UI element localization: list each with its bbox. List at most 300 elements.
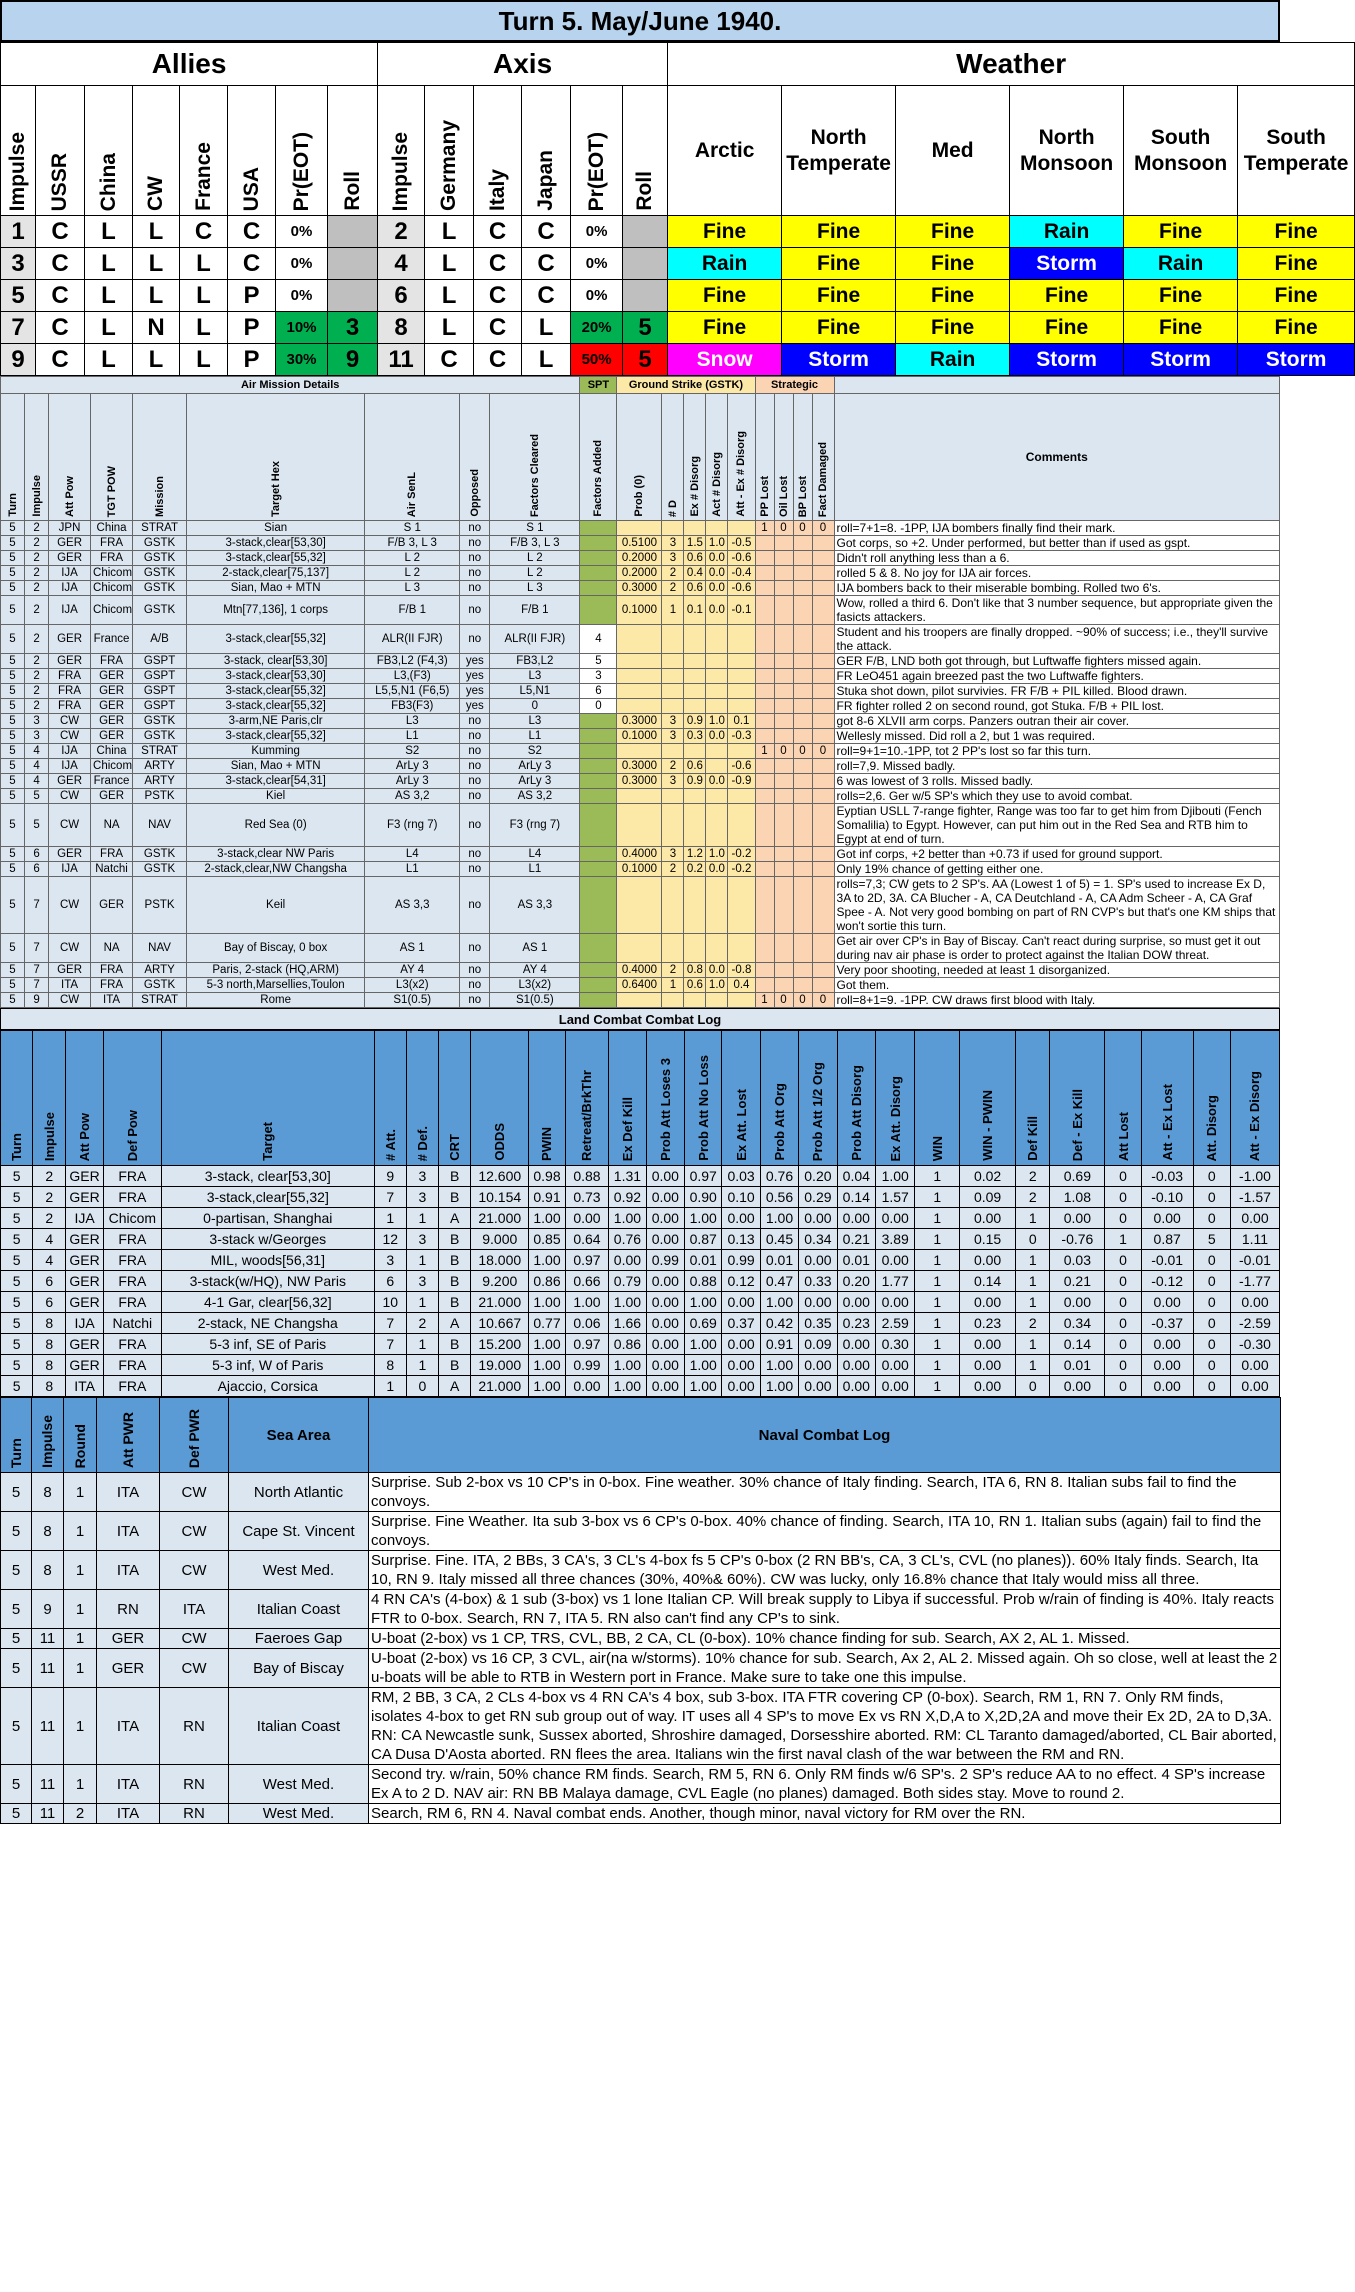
air-cell: 6 bbox=[25, 847, 49, 862]
air-cell bbox=[662, 625, 684, 654]
air-cell bbox=[684, 669, 706, 684]
air-cell: AS 1 bbox=[490, 934, 580, 963]
air-cell: 5 bbox=[1, 847, 25, 862]
air-cell bbox=[812, 759, 834, 774]
land-cell: 18.000 bbox=[471, 1250, 529, 1271]
air-cell bbox=[580, 934, 617, 963]
weather-zone-header: Med bbox=[896, 86, 1010, 216]
land-col-header bbox=[565, 1031, 609, 1166]
air-cell: yes bbox=[460, 684, 490, 699]
allies-status: L bbox=[85, 312, 133, 344]
air-cell: Chicom bbox=[91, 759, 133, 774]
air-col-header-text: Att Pow bbox=[63, 476, 76, 517]
air-mission-row bbox=[1, 684, 1280, 699]
air-cell: GER bbox=[49, 847, 91, 862]
land-cell: 15.200 bbox=[471, 1334, 529, 1355]
allies-roll bbox=[328, 248, 378, 280]
air-cell: 1 bbox=[755, 521, 774, 536]
air-cell: Natchi bbox=[91, 862, 133, 877]
air-cell: 3-stack,clear[55,32] bbox=[187, 625, 365, 654]
axis-status: L bbox=[522, 344, 571, 376]
allies-status: C bbox=[180, 216, 228, 248]
air-cell: 3 bbox=[662, 729, 684, 744]
land-cell: 0.00 bbox=[646, 1229, 684, 1250]
land-cell: 21.000 bbox=[471, 1208, 529, 1229]
air-cell bbox=[812, 862, 834, 877]
land-cell: 1.00 bbox=[609, 1376, 646, 1397]
weather-cell: Fine bbox=[1238, 280, 1355, 312]
air-cell bbox=[580, 978, 617, 993]
land-cell: 0.00 bbox=[646, 1166, 684, 1187]
air-mission-row bbox=[1, 934, 1280, 963]
air-cell: 0.0 bbox=[706, 963, 728, 978]
land-cell: 1 bbox=[915, 1166, 960, 1187]
air-cell bbox=[617, 804, 662, 847]
allies-eot-prob: 30% bbox=[276, 344, 328, 376]
air-cell: ITA bbox=[91, 993, 133, 1008]
air-cell: 3 bbox=[662, 551, 684, 566]
land-cell: 4-1 Gar, clear[56,32] bbox=[161, 1292, 374, 1313]
land-col-header-text: Def Pow bbox=[124, 1109, 140, 1161]
land-combat-row bbox=[1, 1166, 1280, 1187]
allies-impulse: 5 bbox=[1, 280, 36, 312]
naval-cell: U-boat (2-box) vs 1 CP, TRS, CVL, BB, 2 CA, CL (0-box). 10% chance finding for sub. Search, AX 2, AL 1. Missed. bbox=[369, 1629, 1281, 1649]
air-cell: ArLy 3 bbox=[365, 774, 460, 789]
air-cell: NAV bbox=[133, 934, 187, 963]
land-cell: 0.00 bbox=[960, 1208, 1016, 1229]
air-cell: 0.3000 bbox=[617, 714, 662, 729]
naval-cell: Italian Coast bbox=[229, 1590, 369, 1629]
land-cell: 0.20 bbox=[799, 1166, 837, 1187]
air-cell bbox=[706, 759, 728, 774]
air-cell: 6 bbox=[580, 684, 617, 699]
naval-cell: 1 bbox=[64, 1473, 97, 1512]
land-col-header bbox=[685, 1031, 722, 1166]
air-col-header-text: Target Hex bbox=[269, 460, 282, 517]
weather-header: Weather bbox=[668, 43, 1355, 86]
land-cell: 9.000 bbox=[471, 1229, 529, 1250]
weather-cell: Storm bbox=[1010, 344, 1124, 376]
air-cell: 1 bbox=[755, 744, 774, 759]
land-cell: 0.97 bbox=[565, 1334, 609, 1355]
air-cell bbox=[793, 978, 812, 993]
naval-cell: RM, 2 BB, 3 CA, 2 CLs 4-box vs 4 RN CA's 4 box, sub 3-box. ITA FTR covering CP (0-box). Search, RM 1, RN 7. Only RM finds, isolates 4-box to get RN sub group out of way. IT uses all 4 SP's to move Ex vs RN X,D,A to X,2D,2A and move their Ex 2D, 2A to D,3A. RN: CA Newcastle sunk, Sussex aborted, Shroshire damaged, Dorsesshire aborted. RM: CL Taranto damaged/aborted, CL Bair aborted, CA Dusa D'Aosta aborted. RN flees the area. Italians win the first naval clash of the war between the RM and RN. bbox=[369, 1688, 1281, 1765]
allies-col-header bbox=[180, 86, 228, 216]
air-cell: 2 bbox=[25, 551, 49, 566]
strategic-band: Strategic bbox=[755, 377, 834, 394]
air-cell: 2 bbox=[25, 581, 49, 596]
air-cell: rolls=2,6. Ger w/5 SP's which they use to avoid combat. bbox=[834, 789, 1279, 804]
naval-cell: ITA bbox=[97, 1473, 160, 1512]
naval-cell: 11 bbox=[32, 1649, 64, 1688]
air-cell bbox=[580, 862, 617, 877]
air-cell: China bbox=[91, 521, 133, 536]
air-cell bbox=[755, 699, 774, 714]
air-mission-row bbox=[1, 669, 1280, 684]
air-col-header bbox=[580, 394, 617, 521]
land-cell: 0.97 bbox=[685, 1166, 722, 1187]
land-cell: FRA bbox=[103, 1355, 161, 1376]
naval-combat-row bbox=[1, 1629, 1281, 1649]
land-cell: 0.00 bbox=[799, 1355, 837, 1376]
land-cell: 1 bbox=[406, 1208, 438, 1229]
land-cell: 0.00 bbox=[646, 1355, 684, 1376]
air-cell: 0.5100 bbox=[617, 536, 662, 551]
air-cell: 5 bbox=[1, 536, 25, 551]
land-cell: 1 bbox=[1016, 1208, 1050, 1229]
land-cell: 1 bbox=[374, 1208, 406, 1229]
air-cell bbox=[706, 804, 728, 847]
allies-status: L bbox=[133, 216, 180, 248]
air-cell: 0.3 bbox=[684, 729, 706, 744]
naval-combat-row bbox=[1, 1804, 1281, 1824]
land-col-header-text: # Att. bbox=[382, 1128, 398, 1161]
air-cell: ArLy 3 bbox=[490, 759, 580, 774]
air-cell: 5 bbox=[25, 804, 49, 847]
air-cell: GSTK bbox=[133, 536, 187, 551]
air-cell bbox=[617, 699, 662, 714]
land-cell: 0.97 bbox=[565, 1250, 609, 1271]
air-cell bbox=[580, 877, 617, 934]
air-cell: Kiel bbox=[187, 789, 365, 804]
land-cell: B bbox=[439, 1229, 471, 1250]
land-cell: 1 bbox=[1016, 1250, 1050, 1271]
land-combat-row bbox=[1, 1187, 1280, 1208]
air-cell bbox=[755, 862, 774, 877]
air-cell bbox=[755, 625, 774, 654]
air-cell: ITA bbox=[49, 978, 91, 993]
land-cell: 2.59 bbox=[876, 1313, 915, 1334]
air-cell: 2 bbox=[25, 536, 49, 551]
weather-cell: Fine bbox=[782, 312, 896, 344]
land-cell: GER bbox=[66, 1271, 103, 1292]
page-header bbox=[0, 0, 1280, 42]
allies-impulse: 7 bbox=[1, 312, 36, 344]
naval-cell: West Med. bbox=[229, 1765, 369, 1804]
naval-cell: 11 bbox=[32, 1688, 64, 1765]
land-cell: 0.00 bbox=[722, 1376, 760, 1397]
air-cell: 0 bbox=[793, 744, 812, 759]
air-cell: 3-stack,clear[54,31] bbox=[187, 774, 365, 789]
air-cell: 5 bbox=[1, 862, 25, 877]
land-cell: 0.09 bbox=[799, 1334, 837, 1355]
naval-cell: 1 bbox=[64, 1629, 97, 1649]
land-cell: 0.87 bbox=[1141, 1229, 1193, 1250]
air-cell: -0.2 bbox=[728, 862, 755, 877]
land-cell: 1.00 bbox=[685, 1334, 722, 1355]
naval-cell: RN bbox=[160, 1804, 229, 1824]
weather-cell: Storm bbox=[1238, 344, 1355, 376]
air-cell bbox=[793, 684, 812, 699]
naval-combat-row bbox=[1, 1688, 1281, 1765]
air-cell bbox=[793, 789, 812, 804]
land-cell: 1 bbox=[915, 1271, 960, 1292]
air-col-header: Comments bbox=[834, 394, 1279, 521]
air-cell: no bbox=[460, 847, 490, 862]
land-cell: 10 bbox=[374, 1292, 406, 1313]
air-cell bbox=[774, 774, 793, 789]
land-cell: 1 bbox=[1105, 1229, 1141, 1250]
air-cell: FRA bbox=[91, 978, 133, 993]
air-cell bbox=[774, 804, 793, 847]
air-cell bbox=[793, 729, 812, 744]
land-cell: A bbox=[439, 1313, 471, 1334]
allies-col-header bbox=[328, 86, 378, 216]
air-mission-row bbox=[1, 699, 1280, 714]
air-mission-row bbox=[1, 536, 1280, 551]
air-cell: 0.9 bbox=[684, 774, 706, 789]
air-cell: Get air over CP's in Bay of Biscay. Can't react during surprise, so must get it out during nav air phase is order to protect against the Italian DOW threat. bbox=[834, 934, 1279, 963]
air-cell: S 1 bbox=[365, 521, 460, 536]
impulse-row bbox=[1, 312, 1355, 344]
axis-status: C bbox=[474, 312, 522, 344]
allies-status: C bbox=[228, 216, 276, 248]
air-cell: 5 bbox=[1, 581, 25, 596]
land-col-header-text: Prob Att Disorg bbox=[848, 1065, 864, 1161]
air-cell: 1.5 bbox=[684, 536, 706, 551]
air-cell: 7 bbox=[25, 934, 49, 963]
axis-col-header-text: Impulse bbox=[389, 131, 413, 211]
land-cell: B bbox=[439, 1271, 471, 1292]
air-cell: no bbox=[460, 804, 490, 847]
land-cell: FRA bbox=[103, 1334, 161, 1355]
air-cell: 0 bbox=[774, 521, 793, 536]
allies-impulse: 9 bbox=[1, 344, 36, 376]
air-cell: L4 bbox=[490, 847, 580, 862]
air-cell: L3 bbox=[490, 669, 580, 684]
air-cell bbox=[662, 669, 684, 684]
land-cell: 0.00 bbox=[646, 1313, 684, 1334]
air-cell bbox=[662, 654, 684, 669]
air-cell bbox=[812, 654, 834, 669]
air-cell: A/B bbox=[133, 625, 187, 654]
naval-cell: Bay of Biscay bbox=[229, 1649, 369, 1688]
air-cell bbox=[728, 993, 755, 1008]
air-cell bbox=[755, 978, 774, 993]
land-cell: 1 bbox=[915, 1355, 960, 1376]
air-cell: 0.4 bbox=[684, 566, 706, 581]
air-cell bbox=[774, 551, 793, 566]
land-cell: 2-stack, NE Changsha bbox=[161, 1313, 374, 1334]
air-cell: GER bbox=[91, 684, 133, 699]
air-cell bbox=[812, 978, 834, 993]
land-cell: A bbox=[439, 1208, 471, 1229]
axis-col-header-text: Italy bbox=[485, 168, 509, 211]
air-cell: 3 bbox=[662, 847, 684, 862]
air-cell bbox=[774, 536, 793, 551]
land-cell: 0 bbox=[1105, 1187, 1141, 1208]
air-cell: AS 3,3 bbox=[365, 877, 460, 934]
allies-status: P bbox=[228, 280, 276, 312]
air-cell: L 2 bbox=[365, 551, 460, 566]
land-cell: 1.00 bbox=[760, 1355, 798, 1376]
air-cell bbox=[617, 521, 662, 536]
air-cell: 1.0 bbox=[706, 714, 728, 729]
air-cell: CW bbox=[49, 729, 91, 744]
land-col-header bbox=[876, 1031, 915, 1166]
air-col-header bbox=[755, 394, 774, 521]
air-cell: GER bbox=[49, 625, 91, 654]
land-cell: 1.00 bbox=[760, 1208, 798, 1229]
axis-col-header-text: Pr(EOT) bbox=[584, 131, 608, 211]
air-cell bbox=[728, 877, 755, 934]
air-cell bbox=[793, 596, 812, 625]
allies-col-header-text: CW bbox=[144, 176, 167, 211]
land-cell: 0.21 bbox=[837, 1229, 875, 1250]
air-cell bbox=[706, 669, 728, 684]
axis-impulse: 2 bbox=[378, 216, 425, 248]
air-cell: F3 (rng 7) bbox=[365, 804, 460, 847]
land-cell: 0.23 bbox=[960, 1313, 1016, 1334]
air-cell: STRAT bbox=[133, 993, 187, 1008]
air-cell bbox=[755, 596, 774, 625]
land-cell: 7 bbox=[374, 1313, 406, 1334]
air-cell bbox=[662, 993, 684, 1008]
allies-col-header-text: USSR bbox=[48, 152, 71, 211]
air-cell bbox=[755, 804, 774, 847]
air-cell bbox=[812, 847, 834, 862]
allies-roll: 3 bbox=[328, 312, 378, 344]
air-cell: AY 4 bbox=[490, 963, 580, 978]
land-cell: 0.88 bbox=[685, 1271, 722, 1292]
land-cell: 0.66 bbox=[565, 1271, 609, 1292]
land-cell: 0.69 bbox=[1050, 1166, 1105, 1187]
air-cell: FRA bbox=[91, 963, 133, 978]
air-cell bbox=[774, 581, 793, 596]
air-cell: FRA bbox=[49, 669, 91, 684]
axis-roll bbox=[623, 280, 668, 312]
land-cell: 1.31 bbox=[609, 1166, 646, 1187]
land-cell: 0.00 bbox=[960, 1292, 1016, 1313]
land-cell: 1.00 bbox=[876, 1166, 915, 1187]
land-cell: 0.76 bbox=[609, 1229, 646, 1250]
axis-col-header-text: Roll bbox=[633, 171, 657, 211]
air-mission-row bbox=[1, 729, 1280, 744]
land-cell: 0 bbox=[1105, 1208, 1141, 1229]
land-cell: GER bbox=[66, 1166, 103, 1187]
air-cell: FB3(F3) bbox=[365, 699, 460, 714]
land-cell: 1 bbox=[374, 1376, 406, 1397]
air-cell bbox=[793, 774, 812, 789]
land-col-header-text: Prob Att 1/2 Org bbox=[810, 1061, 826, 1161]
air-cell bbox=[812, 625, 834, 654]
naval-cell: ITA bbox=[160, 1590, 229, 1629]
allies-status: L bbox=[180, 248, 228, 280]
land-cell: B bbox=[439, 1334, 471, 1355]
land-cell: 1.77 bbox=[876, 1271, 915, 1292]
air-cell: 0.1000 bbox=[617, 596, 662, 625]
air-cell: 5 bbox=[1, 774, 25, 789]
page-title: Turn 5. May/June 1940. bbox=[1, 1, 1279, 41]
land-col-header bbox=[960, 1031, 1016, 1166]
air-cell bbox=[755, 774, 774, 789]
land-cell: 0.91 bbox=[760, 1334, 798, 1355]
allies-status: L bbox=[133, 344, 180, 376]
naval-cell: 11 bbox=[32, 1804, 64, 1824]
air-cell bbox=[684, 789, 706, 804]
land-cell: 19.000 bbox=[471, 1355, 529, 1376]
weather-cell: Snow bbox=[668, 344, 782, 376]
air-cell bbox=[774, 759, 793, 774]
land-cell: 0.00 bbox=[1141, 1355, 1193, 1376]
air-cell: -0.6 bbox=[728, 551, 755, 566]
land-col-header-text: PWIN bbox=[539, 1127, 555, 1161]
naval-combat-row bbox=[1, 1590, 1281, 1629]
land-cell: 0.73 bbox=[565, 1187, 609, 1208]
land-cell: 0.06 bbox=[565, 1313, 609, 1334]
air-cell: Sian, Mao + MTN bbox=[187, 759, 365, 774]
land-cell: Natchi bbox=[103, 1313, 161, 1334]
weather-cell: Fine bbox=[668, 216, 782, 248]
naval-cell: West Med. bbox=[229, 1804, 369, 1824]
air-cell bbox=[793, 862, 812, 877]
air-cell: GER bbox=[49, 963, 91, 978]
land-cell: 0.00 bbox=[799, 1376, 837, 1397]
land-cell: 0.47 bbox=[760, 1271, 798, 1292]
land-cell: 1 bbox=[915, 1313, 960, 1334]
land-col-header bbox=[103, 1031, 161, 1166]
weather-cell: Fine bbox=[896, 216, 1010, 248]
air-cell: 5 bbox=[1, 978, 25, 993]
air-cell: L1 bbox=[490, 729, 580, 744]
air-cell bbox=[812, 566, 834, 581]
air-cell: 0.0 bbox=[706, 729, 728, 744]
air-cell: 6 was lowest of 3 rolls. Missed badly. bbox=[834, 774, 1279, 789]
air-cell: L1 bbox=[365, 862, 460, 877]
axis-eot-prob: 0% bbox=[571, 248, 623, 280]
land-col-header bbox=[1, 1031, 33, 1166]
naval-cell: 1 bbox=[64, 1590, 97, 1629]
allies-col-header-text: France bbox=[191, 142, 215, 211]
land-cell: 1.00 bbox=[685, 1292, 722, 1313]
air-col-header-text: Air SenL bbox=[406, 471, 419, 517]
axis-eot-prob: 20% bbox=[571, 312, 623, 344]
air-cell: roll=8+1=9. -1PP. CW draws first blood with Italy. bbox=[834, 993, 1279, 1008]
land-cell: 1.00 bbox=[529, 1355, 565, 1376]
air-col-header-text: Prob (0) bbox=[633, 475, 646, 517]
air-cell: yes bbox=[460, 699, 490, 714]
air-cell bbox=[755, 714, 774, 729]
air-mission-row bbox=[1, 654, 1280, 669]
allies-status: P bbox=[228, 312, 276, 344]
air-cell bbox=[662, 744, 684, 759]
land-cell: 3-stack w/Georges bbox=[161, 1229, 374, 1250]
allies-roll bbox=[328, 216, 378, 248]
land-cell: 7 bbox=[374, 1334, 406, 1355]
allies-col-header bbox=[85, 86, 133, 216]
air-cell bbox=[580, 774, 617, 789]
land-cell: 0 bbox=[1105, 1166, 1141, 1187]
land-cell: 0.21 bbox=[1050, 1271, 1105, 1292]
land-cell: Ajaccio, Corsica bbox=[161, 1376, 374, 1397]
air-cell bbox=[728, 684, 755, 699]
air-cell: 5 bbox=[1, 521, 25, 536]
land-cell: 5-3 inf, W of Paris bbox=[161, 1355, 374, 1376]
air-cell bbox=[812, 729, 834, 744]
air-col-header-text: Mission bbox=[153, 476, 166, 517]
land-cell: 5 bbox=[1, 1229, 33, 1250]
air-cell bbox=[812, 669, 834, 684]
allies-header: Allies bbox=[1, 43, 378, 86]
land-cell: 0 bbox=[1105, 1292, 1141, 1313]
allies-status: L bbox=[180, 280, 228, 312]
air-cell: GSPT bbox=[133, 654, 187, 669]
air-cell: roll=7+1=8. -1PP, IJA bombers finally find their mark. bbox=[834, 521, 1279, 536]
air-col-header-text: Factors Cleared bbox=[528, 433, 541, 517]
air-cell bbox=[755, 963, 774, 978]
land-cell: 0.00 bbox=[837, 1208, 875, 1229]
air-mission-band: Air Mission Details bbox=[1, 377, 580, 394]
